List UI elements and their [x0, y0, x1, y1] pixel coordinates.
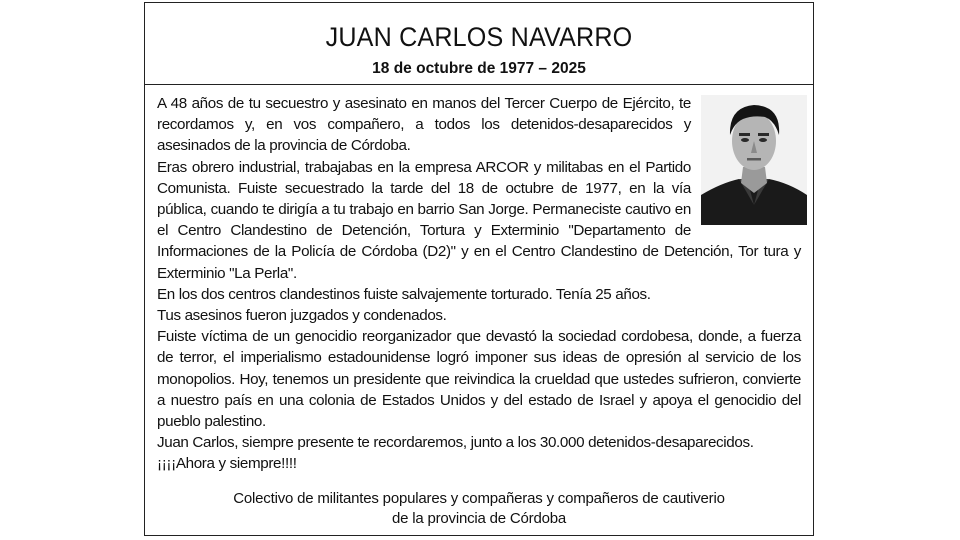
paragraph-biography: Eras obrero industrial, trabajabas en la empresa ARCOR y militabas en el Partido Comunista. Fuiste secuestrado la tarde del 18 de octubre de 1977, en la vía pública, cuando te dirigía a tu trabajo en barrio San Jorge. Permaneciste cautivo en el Centro Clandestino de Detención, Tortura y Exterminio "Departamento de Informaciones de la Policía de Córdoba (D2)" y en el Centro Clandestino de Detención, Tor tura y Exterminio "La Perla". — [157, 158, 801, 282]
notice-body — [145, 85, 813, 530]
paragraph-trial: Tus asesinos fueron juzgados y condenados. — [157, 307, 447, 325]
paragraph-intro: A 48 años de tu secuestro y asesinato en manos del Tercer Cuerpo de Ejército, te recordamos y, en vos compañero, a todos los detenidos-desaparecidos y asesinados de la provincia de Córdoba. — [157, 95, 691, 155]
notice-header — [145, 3, 813, 85]
portrait-image — [701, 95, 807, 225]
obituary-notice — [144, 2, 814, 536]
paragraph-remembrance: Juan Carlos, siempre presente te recordaremos, junto a los 30.000 detenidos-desaparecidos. — [157, 434, 754, 452]
signature-line-1: Colectivo de militantes populares y compañeras y compañeros de cautiverio — [233, 489, 725, 507]
signature-block — [157, 489, 801, 529]
paragraph-torture: En los dos centros clandestinos fuiste salvajemente torturado. Tenía 25 años. — [157, 285, 651, 303]
dates-line: 18 de octubre de 1977 – 2025 — [372, 60, 586, 77]
paragraph-slogan: ¡¡¡¡Ahora y siempre!!!! — [157, 455, 297, 473]
signature-line-2: de la provincia de Córdoba — [391, 509, 567, 527]
paragraph-genocide: Fuiste víctima de un genocidio reorganizador que devastó la sociedad cordobesa, donde, a fuerza de terror, el imperialismo estadounidense logró imponer sus ideas de opresión al servicio de los monopolios. Hoy, tenemos un presidente que reivindica la crueldad que ustedes sufrieron, convierte a nuestro país en una colonia de Estados Unidos y del estado de Israel y apoya el genocidio del pueblo palestino. — [157, 328, 801, 431]
person-name: JUAN CARLOS NAVARRO — [325, 22, 633, 52]
portrait-photo — [701, 95, 807, 225]
